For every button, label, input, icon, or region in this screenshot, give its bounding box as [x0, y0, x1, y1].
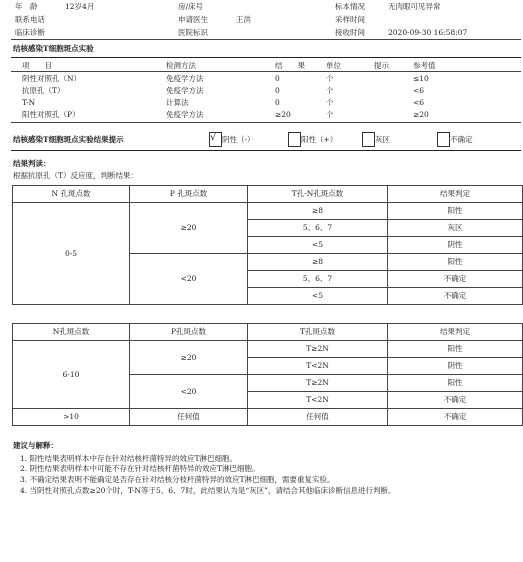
cell: 个 [326, 98, 334, 107]
cell: T≥2N [248, 341, 388, 358]
cell: 任何值 [130, 409, 248, 426]
cell: 阴性对照孔（N） [22, 74, 82, 83]
cell: T<2N [248, 358, 388, 375]
col-header-unit: 单位 [326, 61, 341, 70]
advice-item: 1. 阳性结果表明样本中存在针对结核杆菌特异的效应T淋巴细胞。 [20, 454, 238, 463]
divider [11, 39, 521, 40]
cell: T-N [22, 98, 36, 107]
specimen-label: 标本情况 [335, 2, 365, 11]
p-count-cell: <20 [130, 254, 248, 305]
header-cell: N 孔斑点数 [13, 186, 130, 203]
cell: 阴性 [388, 358, 523, 375]
header-cell: P孔斑点数 [130, 324, 248, 341]
header-cell: T孔-N孔斑点数 [248, 186, 388, 203]
p-count-cell: ≥20 [130, 203, 248, 254]
checkbox-gray-zone[interactable] [362, 132, 375, 147]
header-cell: N孔斑点数 [13, 324, 130, 341]
check-mark-icon: √ [210, 132, 217, 143]
judgement-table-2 [12, 323, 523, 426]
divider [11, 150, 521, 151]
phone-label: 联系电话 [15, 15, 45, 24]
cell: ≥20 [275, 110, 291, 119]
cell: 0 [275, 86, 280, 95]
cell: 抗原孔（T） [22, 86, 65, 95]
cell: 个 [326, 110, 334, 119]
cell: 0 [275, 98, 280, 107]
section-title: 结核感染T细胞斑点实验 [13, 44, 94, 53]
judgement-subtitle: 根据抗原孔（T）反应度，判断结果： [13, 171, 139, 180]
cell: 免疫学方法 [166, 74, 204, 83]
table-row [13, 341, 523, 358]
cell: 免疫学方法 [166, 110, 204, 119]
cell: 阳性 [388, 375, 523, 392]
table-row [13, 203, 523, 220]
cell: 不确定 [388, 288, 523, 305]
cell: 阳性对照孔（P） [22, 110, 80, 119]
advice-item: 2. 阴性结果表明样本中可能不存在针对结核杆菌特异的效应T淋巴细胞。 [20, 464, 260, 473]
col-header-method: 检测方法 [166, 61, 196, 70]
header-cell: T孔斑点数 [248, 324, 388, 341]
checkbox-positive[interactable] [288, 132, 301, 147]
header-cell: P 孔斑点数 [130, 186, 248, 203]
age-value: 12岁4月 [65, 2, 95, 11]
option-negative-label: 阴性（-） [222, 135, 255, 144]
cell: 5、6、7 [248, 220, 388, 237]
cell: ≤10 [413, 74, 429, 83]
cell: 5、6、7 [248, 271, 388, 288]
col-header-result: 结 果 [275, 61, 305, 70]
col-header-reference: 参考值 [413, 61, 436, 70]
divider [11, 71, 521, 72]
advice-item: 4. 当阴性对照孔点数≥20个时，T-N等于5、6、7时，此结果认为是“灰区”，请结合其他临床诊断信息进行判断。 [20, 486, 396, 495]
option-uncertain-label: 不确定 [450, 135, 473, 144]
cell: ≥20 [413, 110, 429, 119]
cell: 阳性 [388, 254, 523, 271]
cell: 0 [275, 74, 280, 83]
receive-time-value: 2020-09-30 16:58:07 [388, 28, 468, 37]
diagnosis-label: 临床诊断 [15, 28, 45, 37]
judgement-table-1 [12, 185, 523, 305]
cell: T≥2N [248, 375, 388, 392]
table-header-row [13, 186, 523, 203]
cell: 任何值 [248, 409, 388, 426]
n-count-cell: 0-5 [13, 203, 130, 305]
col-header-item: 项 目 [22, 61, 52, 70]
cell: 不确定 [388, 392, 523, 409]
cell: T<2N [248, 392, 388, 409]
cell: ≥8 [248, 203, 388, 220]
cell: 个 [326, 86, 334, 95]
cell: ≥8 [248, 254, 388, 271]
age-label: 年 龄 [15, 2, 38, 11]
table-header-row [13, 324, 523, 341]
cell: <5 [248, 237, 388, 254]
table-row [13, 409, 523, 426]
cell: 计算法 [166, 98, 189, 107]
result-tip-title: 结核感染T细胞斑点实验结果提示 [13, 135, 124, 144]
advice-title: 建议与解释： [13, 441, 58, 450]
cell: 灰区 [388, 220, 523, 237]
header-cell: 结果判定 [388, 186, 523, 203]
specimen-value: 无肉眼可见异常 [388, 2, 441, 11]
option-positive-label: 阳性（+） [301, 135, 338, 144]
p-count-cell: ≥20 [130, 341, 248, 375]
advice-item: 3. 不确定结果表明不能确定是否存在针对结核分枝杆菌特异的效应T淋巴细胞，需要重复实验。 [20, 475, 335, 484]
cell: 阴性 [388, 237, 523, 254]
n-count-cell: 6-10 [13, 341, 130, 409]
divider [11, 57, 521, 58]
receive-time-label: 接收时间 [335, 28, 365, 37]
cell: 不确定 [388, 271, 523, 288]
cell: <5 [248, 288, 388, 305]
cell: <6 [413, 98, 425, 107]
judgement-title: 结果判读： [13, 159, 51, 168]
collect-time-label: 采样时间 [335, 15, 365, 24]
option-gray-zone-label: 灰区 [375, 135, 390, 144]
cell: 免疫学方法 [166, 86, 204, 95]
cell: 阳性 [388, 203, 523, 220]
cell: <6 [413, 86, 425, 95]
room-bed-label: 房/床号 [178, 2, 204, 11]
cell: 不确定 [388, 409, 523, 426]
doctor-label: 申请医生 [178, 15, 208, 24]
checkbox-uncertain[interactable] [437, 132, 450, 147]
cell: 个 [326, 74, 334, 83]
p-count-cell: <20 [130, 375, 248, 409]
col-header-hint: 提示 [374, 61, 389, 70]
cell: 阳性 [388, 341, 523, 358]
doctor-value: 王洪 [236, 15, 251, 24]
hospital-id-label: 医院标识 [178, 28, 208, 37]
header-cell: 结果判定 [388, 324, 523, 341]
cell: >10 [13, 409, 130, 426]
divider [11, 122, 521, 123]
